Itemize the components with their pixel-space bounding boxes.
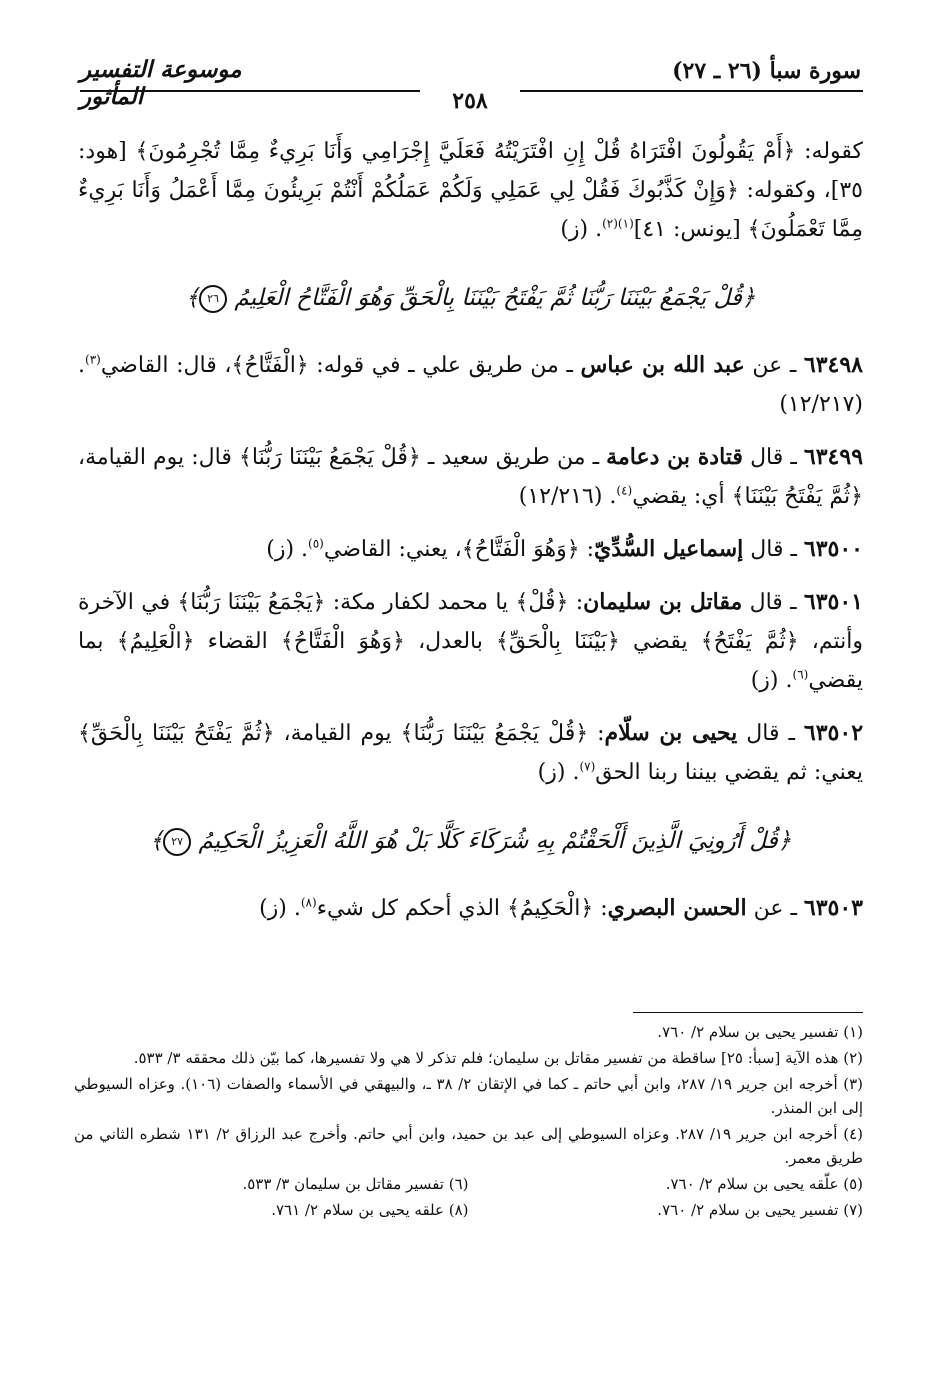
verse-number-marker: ٢٦: [199, 285, 227, 313]
verse-number-marker: ٢٧: [163, 828, 191, 856]
footnote-ref: (١)(٢): [602, 216, 634, 231]
narrator-name: قتادة بن دعامة: [606, 444, 743, 470]
entry-number: ٦٣٥٠٢: [803, 720, 864, 746]
intro-tail: . (ز): [560, 217, 603, 242]
entry-number: ٦٣٥٠٣: [803, 895, 863, 921]
verse-close: ﴾: [149, 828, 164, 854]
footnote: (٨) علقه يحيى بن سلام ٢/ ٧٦١.: [271, 1201, 469, 1219]
entry-body: ـ من طريق سعيد ـ ﴿قُلْ يَجْمَعُ بَيْنَنَا رَبُّنَا﴾ قال: يوم القيامة، ﴿ثُمَّ يَفْتَحُ بَيْنَنَا﴾ أي: يقضي: [78, 445, 863, 509]
entry-tail: . (ز): [750, 668, 793, 693]
footnote-separator: [633, 1012, 863, 1013]
entry-number: ٦٣٤٩٨: [803, 352, 863, 378]
narration-entry: [78, 583, 863, 700]
narration-entry: [78, 438, 863, 516]
entry-body: : ﴿قُلْ يَجْمَعُ بَيْنَنَا رَبُّنَا﴾ يوم القيامة، ﴿ثُمَّ يَفْتَحُ بَيْنَنَا بِالْحَقِّ﴾ يعني: ثم يقضي بيننا ربنا الحق: [78, 721, 863, 785]
intro-paragraph: [78, 132, 863, 249]
running-header-surah: سورة سبأ (٢٦ ـ ٢٧): [672, 58, 861, 84]
entry-tail: . (ز): [259, 896, 301, 921]
entry-number: ٦٣٥٠٠: [803, 536, 863, 562]
narrator-name: يحيى بن سلّام: [604, 720, 738, 746]
entry-intro: ـ قال: [742, 590, 804, 615]
entry-tail: . (١٢/٢١٦): [518, 484, 617, 509]
entry-body: : ﴿الْحَكِيمُ﴾ الذي أحكم كل شيء: [316, 896, 608, 921]
footnote-pair: [74, 1198, 863, 1224]
footnote-ref: (٧): [579, 759, 596, 774]
footnote: (٥) علّقه يحيى بن سلام ٢/ ٧٦٠.: [665, 1175, 863, 1193]
narrator-name: إسماعيل السُّدِّيّ: [594, 536, 744, 562]
entry-intro: ـ عن: [746, 896, 804, 921]
verse-text: ﴿قُلْ يَجْمَعُ بَيْنَنَا رَبُّنَا ثُمَّ يَفْتَحُ بَيْنَنَا بِالْحَقِّ وَهُوَ الْفَتَّاحُ الْعَلِيمُ: [234, 285, 756, 311]
footnotes: [74, 1020, 863, 1224]
verse-text: ﴿قُلْ أَرُونِيَ الَّذِينَ أَلْحَقْتُمْ بِهِ شُرَكَاءَ كَلَّا بَلْ هُوَ اللَّهُ الْعَزِيزُ الْحَكِيمُ: [198, 828, 792, 854]
footnote-ref: (٨): [300, 895, 317, 910]
main-text: [78, 132, 863, 942]
entry-body: ـ من طريق علي ـ في قوله: ﴿الْفَتَّاحُ﴾، قال: القاضي: [100, 353, 581, 378]
footnote: (١) تفسير يحيى بن سلام ٢/ ٧٦٠.: [657, 1023, 863, 1041]
footnote-ref: (٤): [616, 483, 633, 498]
page-number: ٢٥٨: [420, 88, 520, 114]
entry-intro: ـ عن: [744, 353, 804, 378]
verse-close: ﴾: [185, 285, 200, 311]
entry-body: : ﴿وَهُوَ الْفَتَّاحُ﴾، يعني: القاضي: [323, 537, 594, 562]
entry-number: ٦٣٥٠١: [803, 589, 863, 615]
narrator-name: عبد الله بن عباس: [580, 352, 745, 378]
footnote-pair: [74, 1172, 863, 1198]
narrator-name: الحسن البصري: [607, 895, 747, 921]
entry-intro: ـ قال: [737, 721, 804, 746]
footnote: (٣) أخرجه ابن جرير ١٩/ ٢٨٧، وابن أبي حاتم ـ كما في الإتقان ٢/ ٣٨ ـ، والبيهقي في الأسماء والصفات (١٠٦). وعزاه السيوطي إلى ابن المنذر.: [74, 1075, 863, 1117]
quran-verse-26: [78, 279, 863, 318]
entry-number: ٦٣٤٩٩: [803, 444, 864, 470]
footnote-ref: (٦): [792, 667, 809, 682]
entry-tail: . (١٢/٢١٧): [78, 353, 863, 417]
narrator-name: مقاتل بن سليمان: [583, 589, 743, 615]
narration-entry: [78, 346, 863, 424]
footnote: (٤) أخرجه ابن جرير ١٩/ ٢٨٧. وعزاه السيوطي إلى عبد بن حميد، وابن أبي حاتم. وأخرج عبد الرزاق ٢/ ١٣١ شطره الثاني من طريق معمر.: [74, 1125, 864, 1167]
footnote: (٦) تفسير مقاتل بن سليمان ٣/ ٥٣٣.: [242, 1175, 469, 1193]
entry-body: : ﴿قُلْ﴾ يا محمد لكفار مكة: ﴿يَجْمَعُ بَيْنَنَا رَبُّنَا﴾ في الآخرة وأنتم، ﴿ثُمَّ يَفْتَحُ﴾ يقضي ﴿بَيْنَنَا بِالْحَقِّ﴾ بالعدل، ﴿وَهُوَ الْفَتَّاحُ﴾ القضاء ﴿الْعَلِيمُ﴾ بما يقضي: [78, 590, 863, 693]
running-header-book-title: موسوعة التفسير المأثور: [80, 56, 242, 110]
quran-verse-27: [78, 822, 863, 861]
entry-intro: ـ قال: [743, 537, 804, 562]
narration-entry: [78, 889, 863, 928]
entry-tail: . (ز): [266, 537, 309, 562]
footnote: (٧) تفسير يحيى بن سلام ٢/ ٧٦٠.: [657, 1201, 863, 1219]
intro-text: كقوله: ﴿أَمْ يَقُولُونَ افْتَرَاهُ قُلْ إِنِ افْتَرَيْتُهُ فَعَلَيَّ إِجْرَامِي وَأَنَا بَرِيءٌ مِمَّا تُجْرِمُونَ﴾ [هود: ٣٥]، وكقوله: ﴿وَإِنْ كَذَّبُوكَ فَقُلْ لِي عَمَلِي وَلَكُمْ عَمَلُكُمْ أَنْتُمْ بَرِيئُونَ مِمَّا أَعْمَلُ وَأَنَا بَرِيءٌ مِمَّا تَعْمَلُونَ﴾ [يونس: ٤١]: [78, 139, 863, 242]
footnote-ref: (٥): [308, 536, 324, 551]
footnote: (٢) هذه الآية [سبأ: ٢٥] ساقطة من تفسير مقاتل بن سليمان؛ فلم تذكر لا هي ولا تفسيرها، كما بيّن ذلك محققه ٣/ ٥٣٣.: [133, 1049, 863, 1067]
narration-entry: [78, 714, 863, 792]
entry-tail: . (ز): [537, 760, 580, 785]
narration-entry: [78, 530, 863, 569]
entry-intro: ـ قال: [742, 445, 804, 470]
footnote-ref: (٣): [85, 352, 101, 367]
